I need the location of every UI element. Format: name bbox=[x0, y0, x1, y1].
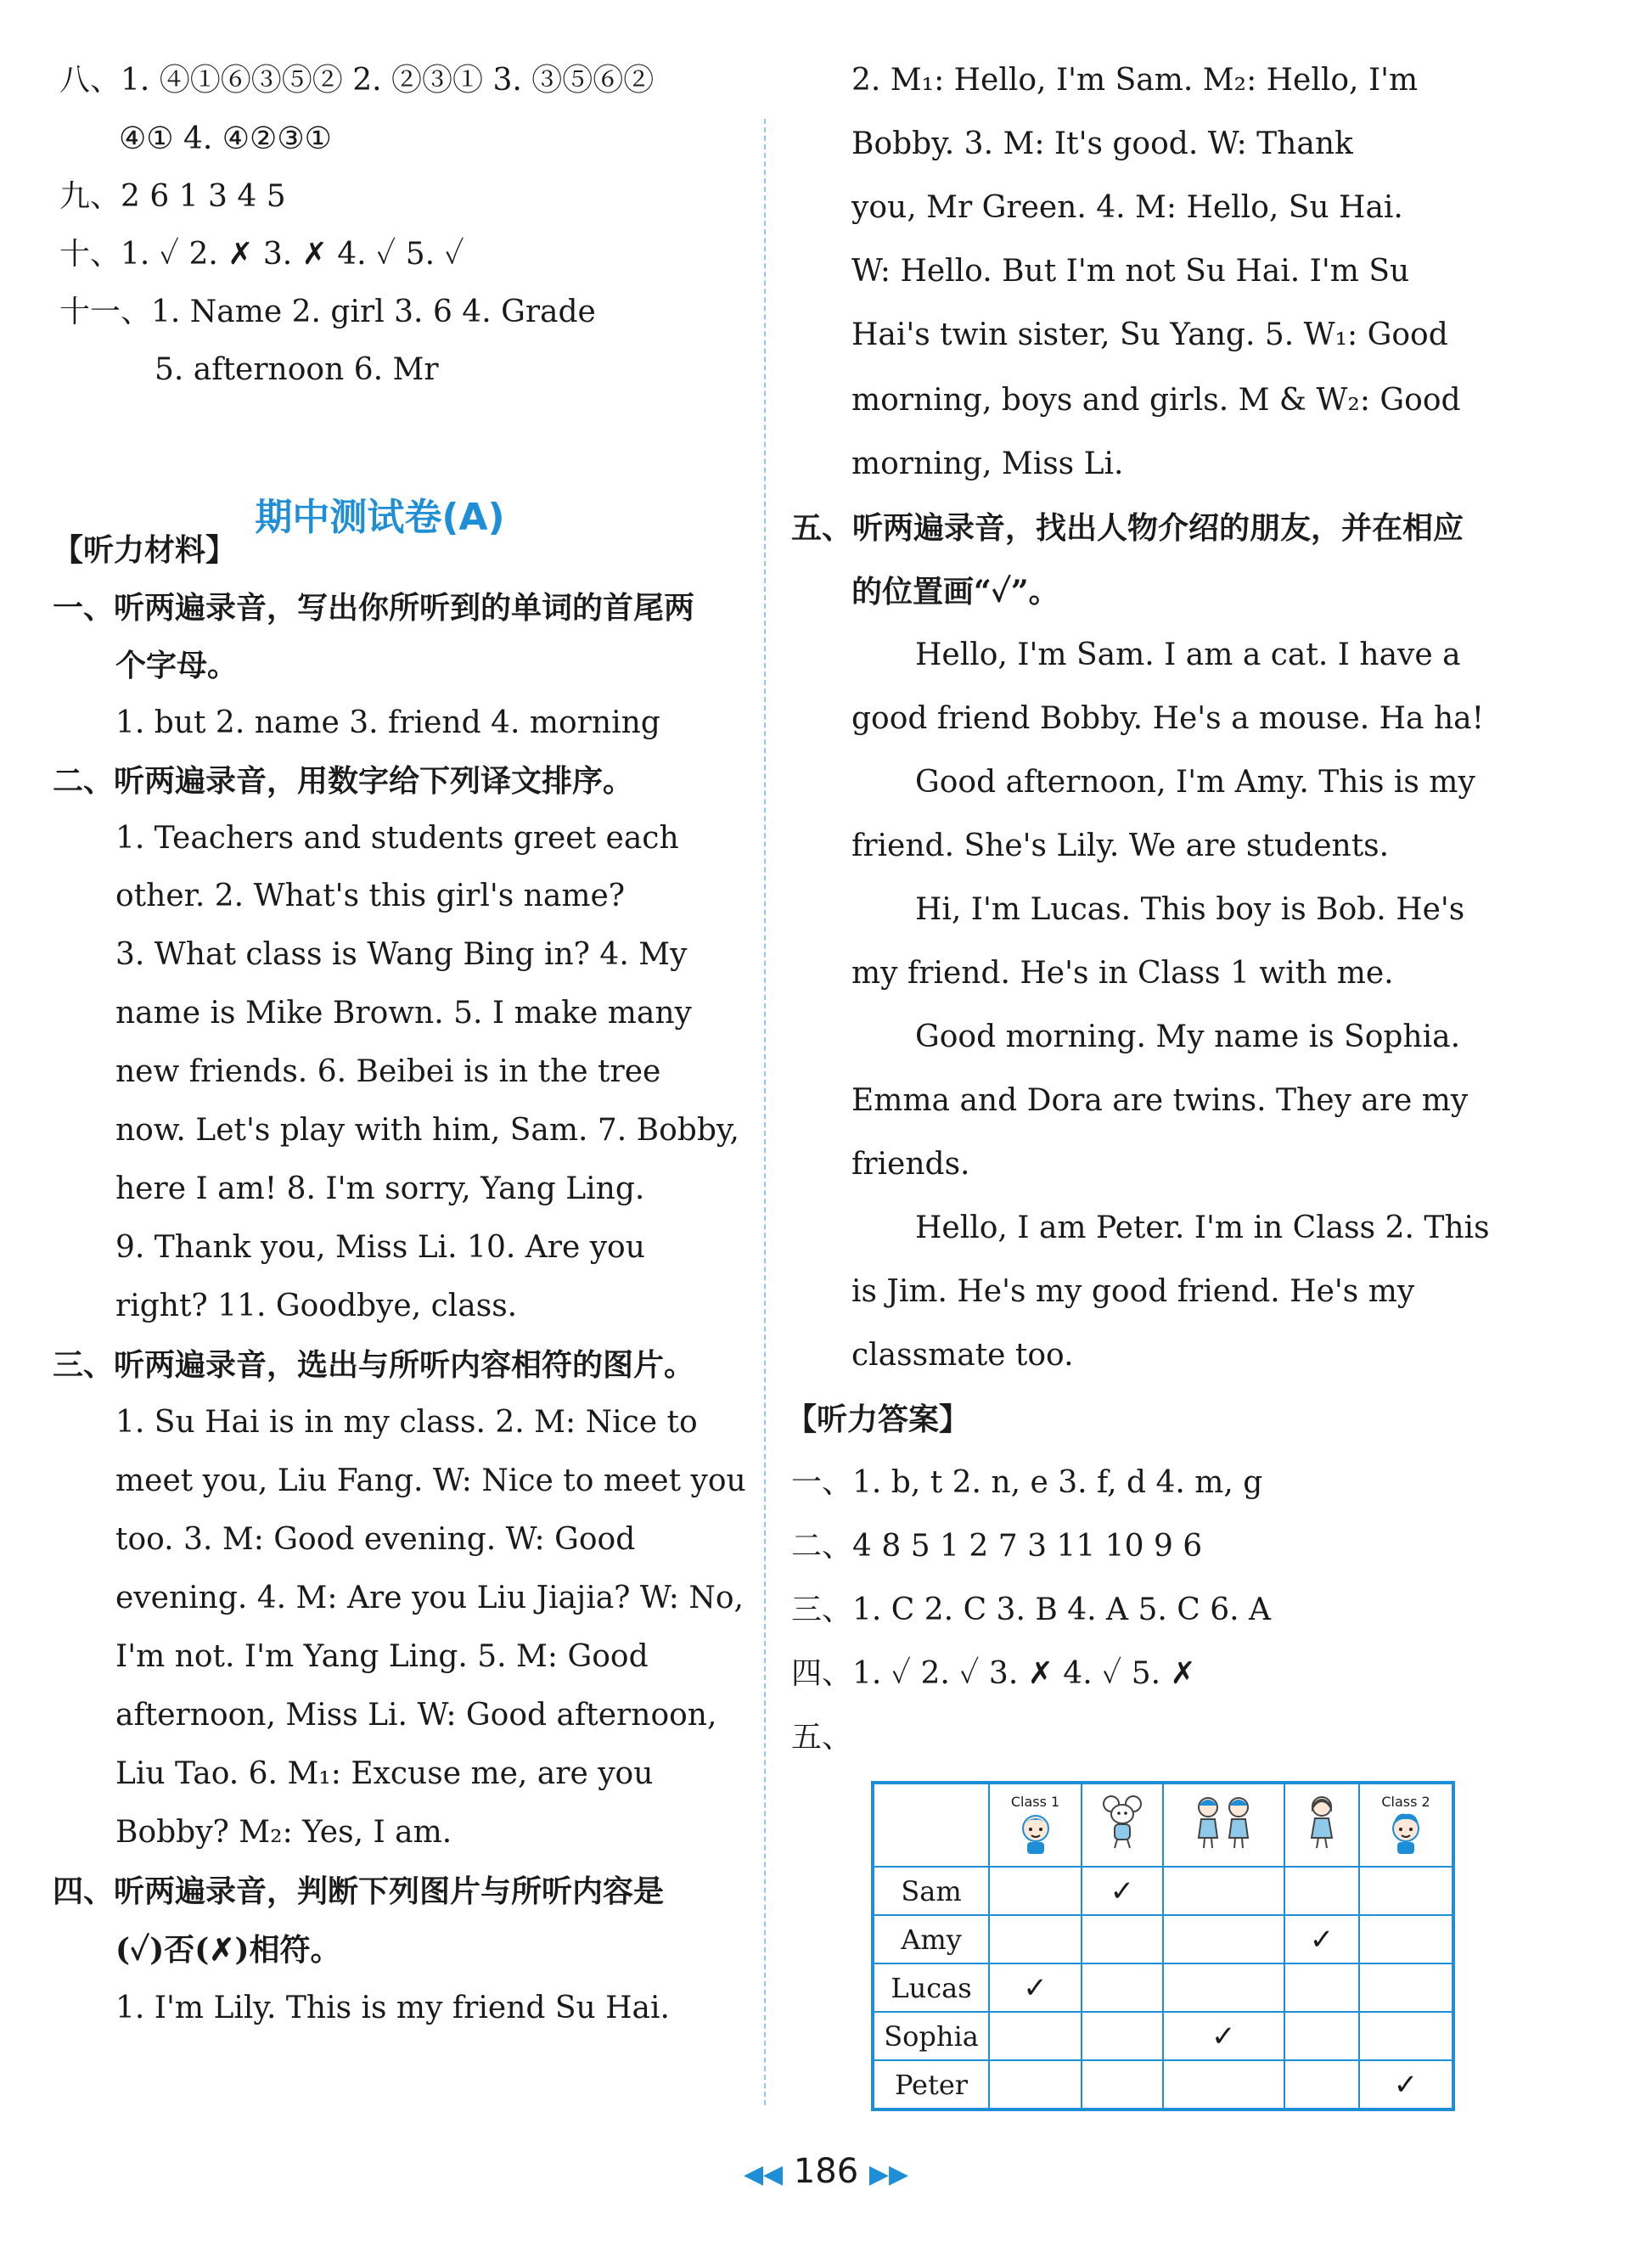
row-name-sophia: Sophia bbox=[873, 2012, 989, 2060]
left-line-5: 5. afternoon 6. Mr bbox=[155, 352, 439, 387]
right-line-4: Hai's twin sister, Su Yang. 5. W₁: Good bbox=[851, 317, 1448, 352]
left-line-6: 【听力材料】 bbox=[53, 532, 237, 568]
twins-icon bbox=[1191, 1792, 1256, 1851]
page-number: 186 bbox=[793, 2152, 859, 2191]
right-line-25: 四、1. ✓ 2. ✓ 3. ✗ 4. ✓ 5. ✗ bbox=[791, 1656, 1196, 1691]
empty-cell bbox=[1359, 2012, 1453, 2060]
left-line-2: 九、2 6 1 3 4 5 bbox=[59, 179, 286, 214]
check-mark-icon: ✓ bbox=[1359, 2060, 1453, 2109]
right-line-6: morning, Miss Li. bbox=[851, 447, 1124, 481]
check-mark-icon: ✓ bbox=[989, 1963, 1082, 2012]
right-line-22: 一、1. b, t 2. n, e 3. f, d 4. m, g bbox=[791, 1465, 1263, 1500]
table-row bbox=[873, 2060, 1453, 2109]
left-line-27: Liu Tao. 6. M₁: Excuse me, are you bbox=[115, 1756, 654, 1791]
right-line-11: Good afternoon, I'm Amy. This is my bbox=[915, 765, 1475, 800]
left-line-21: 1. Su Hai is in my class. 2. M: Nice to bbox=[115, 1405, 698, 1440]
right-line-12: friend. She's Lily. We are students. bbox=[851, 829, 1390, 863]
left-line-14: name is Mike Brown. 5. I make many bbox=[115, 996, 692, 1031]
empty-cell bbox=[989, 1867, 1082, 1915]
girl-icon bbox=[1302, 1792, 1341, 1851]
right-line-7: 五、听两遍录音，找出人物介绍的朋友，并在相应 bbox=[791, 510, 1464, 546]
left-line-3: 十、1. ✓ 2. ✗ 3. ✗ 4. ✓ 5. ✓ bbox=[59, 237, 464, 272]
empty-cell bbox=[1284, 1963, 1359, 2012]
left-line-19: right? 11. Goodbye, class. bbox=[115, 1289, 518, 1323]
right-line-17: friends. bbox=[851, 1147, 970, 1182]
empty-cell bbox=[1359, 1915, 1453, 1963]
empty-cell bbox=[1284, 1867, 1359, 1915]
left-line-24: evening. 4. M: Are you Liu Jiajia? W: No, bbox=[115, 1581, 744, 1615]
header-class2-boy bbox=[1359, 1783, 1453, 1867]
empty-cell bbox=[1163, 1867, 1284, 1915]
left-line-9: 1. but 2. name 3. friend 4. morning bbox=[115, 705, 660, 740]
right-line-3: W: Hello. But I'm not Su Hai. I'm Su bbox=[851, 254, 1410, 289]
right-line-24: 三、1. C 2. C 3. B 4. A 5. C 6. A bbox=[791, 1593, 1272, 1627]
right-line-18: Hello, I am Peter. I'm in Class 2. This bbox=[915, 1211, 1490, 1245]
right-line-10: good friend Bobby. He's a mouse. Ha ha! bbox=[851, 701, 1485, 736]
left-line-4: 十一、1. Name 2. girl 3. 6 4. Grade bbox=[59, 295, 596, 329]
answer-table-corner bbox=[873, 1783, 989, 1867]
empty-cell bbox=[1163, 1915, 1284, 1963]
left-line-30: (✓)否(✗)相符。 bbox=[115, 1932, 341, 1968]
left-line-20: 三、听两遍录音，选出与所听内容相符的图片。 bbox=[53, 1347, 695, 1383]
next-arrows-icon: ▶▶ bbox=[868, 2160, 909, 2189]
header-class2-label: Class 2 bbox=[1381, 1794, 1430, 1810]
left-line-25: I'm not. I'm Yang Ling. 5. M: Good bbox=[115, 1639, 649, 1674]
table-row bbox=[873, 1963, 1453, 2012]
left-line-8: 个字母。 bbox=[115, 648, 239, 683]
boy-face-icon bbox=[1017, 1810, 1054, 1856]
empty-cell bbox=[1082, 1915, 1163, 1963]
left-line-29: 四、听两遍录音，判断下列图片与所听内容是 bbox=[53, 1873, 665, 1909]
empty-cell bbox=[1082, 1963, 1163, 2012]
empty-cell bbox=[1082, 2060, 1163, 2109]
right-line-26: 五、 bbox=[791, 1720, 853, 1755]
left-line-16: now. Let's play with him, Sam. 7. Bobby, bbox=[115, 1113, 739, 1148]
empty-cell bbox=[1359, 1963, 1453, 2012]
check-mark-icon: ✓ bbox=[1284, 1915, 1359, 1963]
table-row bbox=[873, 1915, 1453, 1963]
prev-arrows-icon: ◀◀ bbox=[743, 2160, 784, 2189]
header-mouse bbox=[1082, 1783, 1163, 1867]
right-line-21: 【听力答案】 bbox=[786, 1402, 970, 1437]
left-line-15: new friends. 6. Beibei is in the tree bbox=[115, 1054, 661, 1089]
answer-table bbox=[871, 1781, 1455, 2111]
right-line-20: classmate too. bbox=[851, 1338, 1074, 1373]
right-line-9: Hello, I'm Sam. I am a cat. I have a bbox=[915, 638, 1461, 672]
left-line-11: 1. Teachers and students greet each bbox=[115, 821, 679, 856]
left-line-13: 3. What class is Wang Bing in? 4. My bbox=[115, 937, 688, 972]
right-line-0: 2. M₁: Hello, I'm Sam. M₂: Hello, I'm bbox=[851, 63, 1419, 98]
check-mark-icon: ✓ bbox=[1163, 2012, 1284, 2060]
empty-cell bbox=[1284, 2012, 1359, 2060]
left-line-31: 1. I'm Lily. This is my friend Su Hai. bbox=[115, 1991, 670, 2025]
empty-cell bbox=[1163, 1963, 1284, 2012]
left-line-22: meet you, Liu Fang. W: Nice to meet you bbox=[115, 1463, 746, 1498]
right-line-5: morning, boys and girls. M & W₂: Good bbox=[851, 383, 1461, 418]
left-line-10: 二、听两遍录音，用数字给下列译文排序。 bbox=[53, 763, 634, 799]
left-line-28: Bobby? M₂: Yes, I am. bbox=[115, 1815, 452, 1850]
table-row bbox=[873, 1867, 1453, 1915]
header-girl bbox=[1284, 1783, 1359, 1867]
left-line-12: other. 2. What's this girl's name? bbox=[115, 879, 626, 913]
right-line-14: my friend. He's in Class 1 with me. bbox=[851, 956, 1394, 991]
empty-cell bbox=[989, 1915, 1082, 1963]
section-title: 期中测试卷(A) bbox=[255, 496, 505, 539]
left-line-0: 八、1. ④①⑥③⑤② 2. ②③① 3. ③⑤⑥② bbox=[59, 63, 655, 98]
left-line-7: 一、听两遍录音，写出你所听到的单词的首尾两 bbox=[53, 590, 695, 626]
mouse-icon bbox=[1101, 1792, 1143, 1851]
empty-cell bbox=[1284, 2060, 1359, 2109]
boy-face-icon bbox=[1387, 1810, 1424, 1856]
header-twins bbox=[1163, 1783, 1284, 1867]
empty-cell bbox=[1163, 2060, 1284, 2109]
right-line-19: is Jim. He's my good friend. He's my bbox=[851, 1274, 1415, 1309]
column-divider bbox=[764, 119, 766, 2105]
left-line-1: ④① 4. ④②③① bbox=[119, 121, 332, 156]
page-footer bbox=[0, 2152, 1652, 2191]
empty-cell bbox=[989, 2060, 1082, 2109]
header-class1-boy bbox=[989, 1783, 1082, 1867]
row-name-lucas: Lucas bbox=[873, 1963, 989, 2012]
right-line-23: 二、4 8 5 1 2 7 3 11 10 9 6 bbox=[791, 1529, 1203, 1564]
header-class1-label: Class 1 bbox=[1010, 1794, 1060, 1810]
right-line-1: Bobby. 3. M: It's good. W: Thank bbox=[851, 126, 1353, 161]
table-row bbox=[873, 2012, 1453, 2060]
right-line-15: Good morning. My name is Sophia. bbox=[915, 1020, 1461, 1054]
empty-cell bbox=[1359, 1867, 1453, 1915]
right-line-13: Hi, I'm Lucas. This boy is Bob. He's bbox=[915, 892, 1465, 927]
check-mark-icon: ✓ bbox=[1082, 1867, 1163, 1915]
answer-table-header bbox=[873, 1783, 1453, 1867]
left-line-23: too. 3. M: Good evening. W: Good bbox=[115, 1522, 636, 1557]
left-line-18: 9. Thank you, Miss Li. 10. Are you bbox=[115, 1230, 645, 1265]
right-line-16: Emma and Dora are twins. They are my bbox=[851, 1083, 1469, 1118]
row-name-sam: Sam bbox=[873, 1867, 989, 1915]
empty-cell bbox=[1082, 2012, 1163, 2060]
row-name-peter: Peter bbox=[873, 2060, 989, 2109]
empty-cell bbox=[989, 2012, 1082, 2060]
right-line-2: you, Mr Green. 4. M: Hello, Su Hai. bbox=[851, 190, 1403, 225]
right-line-8: 的位置画“✓”。 bbox=[851, 574, 1059, 609]
left-line-17: here I am! 8. I'm sorry, Yang Ling. bbox=[115, 1171, 645, 1206]
left-line-26: afternoon, Miss Li. W: Good afternoon, bbox=[115, 1698, 717, 1733]
row-name-amy: Amy bbox=[873, 1915, 989, 1963]
